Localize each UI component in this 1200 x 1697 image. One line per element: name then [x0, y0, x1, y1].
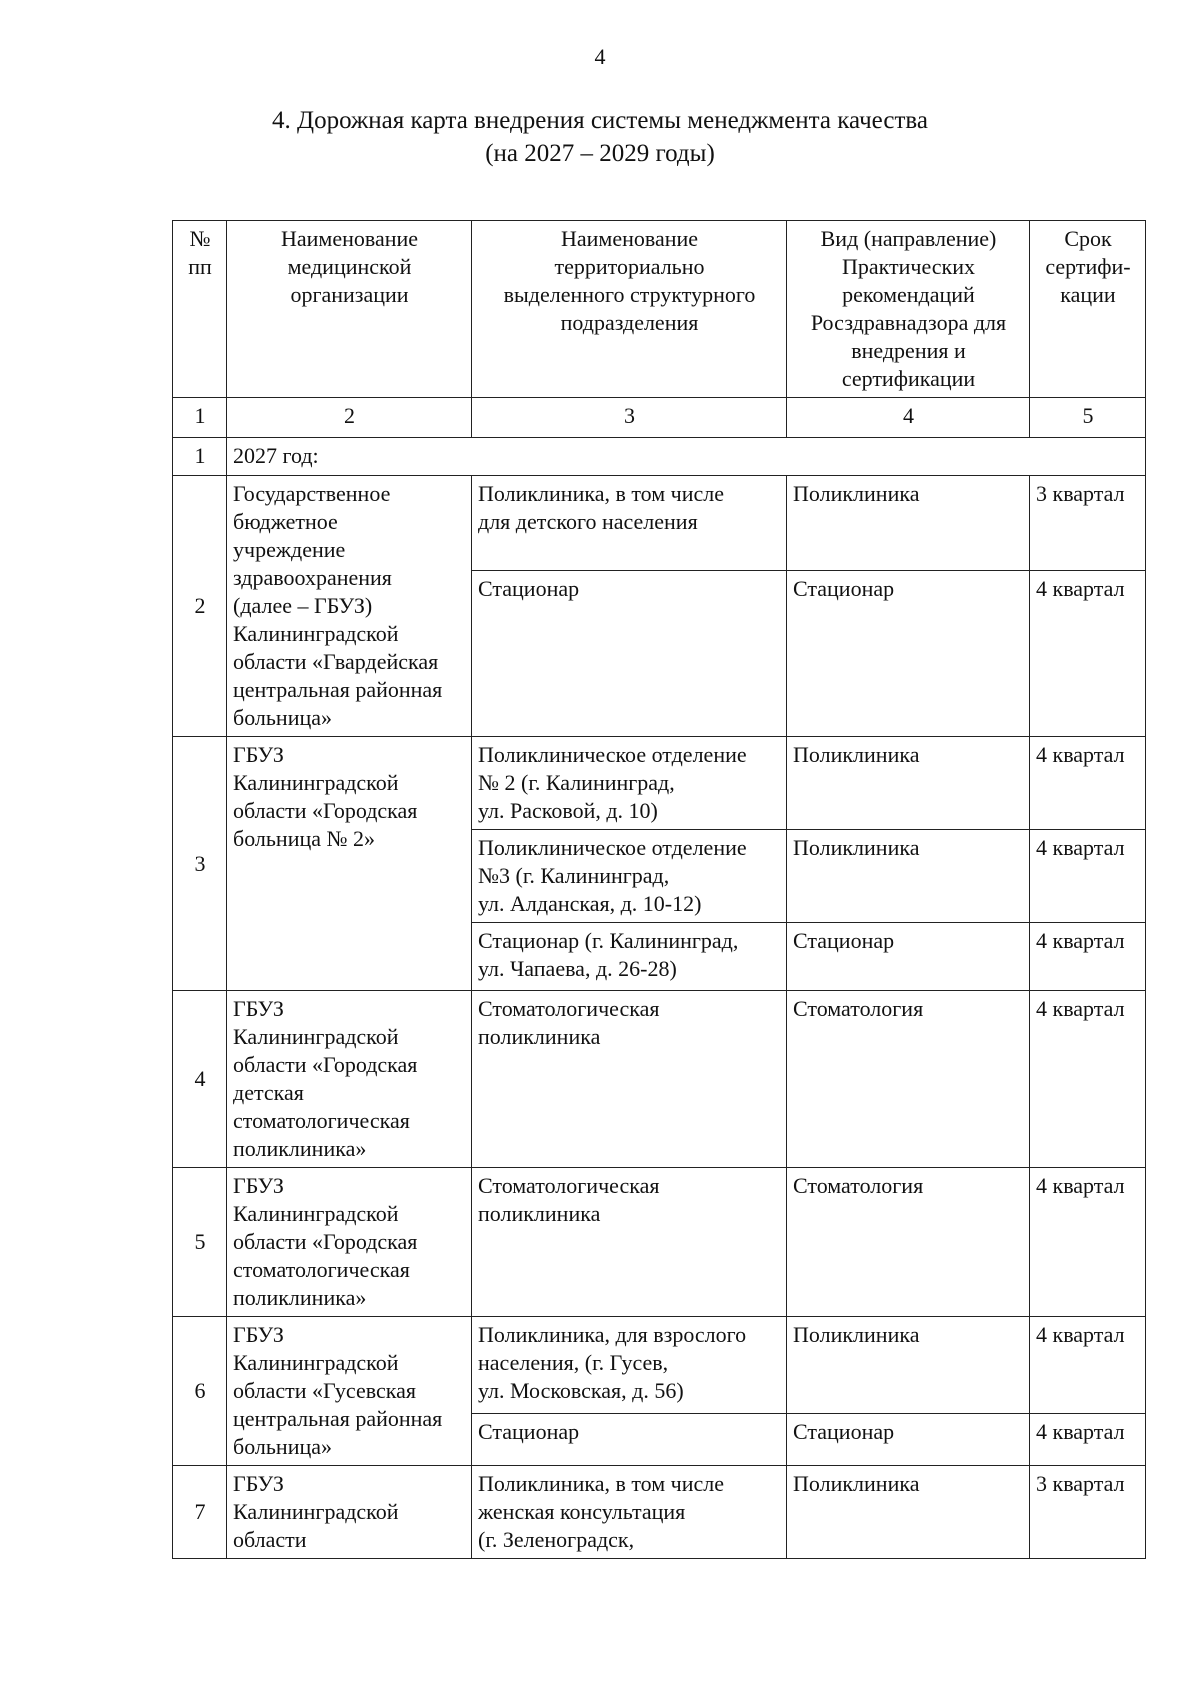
certification-term-text: 4 квартал	[1036, 835, 1125, 860]
header-direction	[787, 221, 1030, 398]
header-organization-text: организации	[290, 282, 409, 307]
column-number-text: 5	[1082, 403, 1094, 428]
table-row	[173, 476, 1146, 571]
subdivision-name	[472, 830, 787, 923]
subdivision-name	[472, 737, 787, 830]
row-number	[173, 1168, 227, 1317]
title-line-1: 4. Дорожная карта внедрения системы менеджмента качества	[272, 107, 928, 134]
organization-name	[227, 1168, 472, 1317]
direction	[787, 476, 1030, 571]
year-label-text: 2027 год:	[233, 443, 319, 468]
direction-text: Стоматология	[793, 1173, 924, 1198]
certification-term	[1030, 1413, 1146, 1465]
organization-name-text: поликлиника»	[233, 1285, 367, 1310]
organization-name-text: области	[233, 1527, 307, 1552]
subdivision-name-text: Поликлиника, в том числе	[478, 1471, 725, 1496]
header-direction-text: Вид (направление)	[820, 226, 997, 251]
organization-name-text: центральная районная	[233, 677, 443, 702]
header-organization-text: медицинской	[287, 254, 412, 279]
subdivision-name-text: Стоматологическая	[478, 996, 660, 1021]
page-title	[0, 104, 1200, 170]
row-number-text: 5	[194, 1229, 206, 1254]
row-number-text: 7	[194, 1499, 206, 1524]
certification-term-text: 4 квартал	[1036, 1322, 1125, 1347]
table-row	[173, 1466, 1146, 1559]
direction	[787, 991, 1030, 1168]
header-term-text: Срок	[1064, 226, 1112, 251]
certification-term	[1030, 1168, 1146, 1317]
header-direction-text: сертификации	[841, 366, 976, 391]
direction	[787, 1413, 1030, 1465]
column-number-text: 4	[903, 403, 914, 428]
column-number	[1030, 398, 1146, 438]
organization-name-text: Калининградской	[233, 1499, 399, 1524]
row-number	[173, 991, 227, 1168]
header-direction-text: внедрения и	[851, 338, 966, 363]
header-subdivision-text: подразделения	[560, 310, 699, 335]
direction-text: Поликлиника	[793, 1322, 920, 1347]
certification-term	[1030, 1466, 1146, 1559]
header-subdivision	[472, 221, 787, 398]
column-number	[787, 398, 1030, 438]
organization-name	[227, 1317, 472, 1466]
title-line-2: (на 2027 – 2029 годы)	[485, 140, 715, 167]
row-number-text: 6	[194, 1378, 206, 1403]
header-term-text: кации	[1060, 282, 1116, 307]
organization-name-text: поликлиника»	[233, 1136, 367, 1161]
direction-text: Поликлиника	[793, 1471, 920, 1496]
table-row	[173, 737, 1146, 830]
organization-name-text: здравоохранения	[233, 565, 392, 590]
organization-name-text: области «Гусевская	[233, 1378, 416, 1403]
header-organization	[227, 221, 472, 398]
direction	[787, 1168, 1030, 1317]
subdivision-name	[472, 991, 787, 1168]
direction-text: Поликлиника	[793, 481, 920, 506]
certification-term	[1030, 1317, 1146, 1414]
header-direction-text: Росздравнадзора для	[810, 310, 1007, 335]
organization-name	[227, 1466, 472, 1559]
header-direction-text: рекомендаций	[842, 282, 975, 307]
organization-name-text: стоматологическая	[233, 1108, 410, 1133]
organization-name-text: области «Городская	[233, 798, 418, 823]
certification-term	[1030, 571, 1146, 737]
direction	[787, 1466, 1030, 1559]
certification-term-text: 4 квартал	[1036, 1418, 1125, 1444]
row-number-text: 4	[194, 1066, 206, 1091]
year-label	[227, 438, 1146, 476]
header-subdivision-text: территориально	[554, 254, 705, 279]
certification-term	[1030, 923, 1146, 991]
header-subdivision-text: Наименование	[560, 226, 699, 251]
subdivision-name-text: Стоматологическая	[478, 1173, 660, 1198]
certification-term-text: 3 квартал	[1036, 481, 1125, 506]
year-row-number	[173, 438, 227, 476]
organization-name-text: области «Городская	[233, 1229, 418, 1254]
subdivision-name-text: № 2 (г. Калининград,	[478, 770, 675, 795]
direction	[787, 830, 1030, 923]
subdivision-name-text: Стационар	[478, 1418, 580, 1444]
organization-name-text: (далее – ГБУЗ)	[233, 593, 373, 618]
direction	[787, 923, 1030, 991]
subdivision-name	[472, 923, 787, 991]
row-number	[173, 737, 227, 991]
header-term	[1030, 221, 1146, 398]
subdivision-name-text: Поликлиническое отделение	[478, 835, 747, 860]
table-row	[173, 1317, 1146, 1414]
row-number	[173, 1466, 227, 1559]
column-number-row	[173, 398, 1146, 438]
organization-name-text: ГБУЗ	[233, 1173, 284, 1198]
certification-term	[1030, 476, 1146, 571]
header-term-text: сертифи-	[1045, 254, 1131, 279]
direction-text: Поликлиника	[793, 835, 920, 860]
subdivision-name-text: населения, (г. Гусев,	[478, 1350, 669, 1375]
subdivision-name-text: поликлиника	[478, 1201, 601, 1226]
subdivision-name-text: женская консультация	[478, 1499, 686, 1524]
direction-text: Стоматология	[793, 996, 924, 1021]
subdivision-name-text: ул. Московская, д. 56)	[478, 1378, 684, 1403]
organization-name-text: стоматологическая	[233, 1257, 410, 1282]
organization-name-text: Калининградской	[233, 770, 399, 795]
header-number	[173, 221, 227, 398]
direction-text: Стационар	[793, 1418, 895, 1444]
subdivision-name-text: ул. Расковой, д. 10)	[478, 798, 658, 823]
subdivision-name	[472, 571, 787, 737]
subdivision-name	[472, 1466, 787, 1559]
certification-term	[1030, 991, 1146, 1168]
roadmap-table	[172, 220, 1146, 1559]
year-row	[173, 438, 1146, 476]
direction-text: Поликлиника	[793, 742, 920, 767]
direction-text: Стационар	[793, 576, 895, 602]
organization-name	[227, 737, 472, 991]
organization-name-text: бюджетное	[233, 509, 338, 534]
certification-term-text: 4 квартал	[1036, 928, 1125, 953]
column-number	[227, 398, 472, 438]
table-header-row	[173, 221, 1146, 398]
subdivision-name-text: Поликлиника, для взрослого	[478, 1322, 747, 1347]
certification-term-text: 3 квартал	[1036, 1471, 1125, 1496]
certification-term-text: 4 квартал	[1036, 742, 1125, 767]
subdivision-name-text: ул. Чапаева, д. 26-28)	[478, 956, 677, 981]
direction	[787, 1317, 1030, 1414]
subdivision-name	[472, 1168, 787, 1317]
header-number-text: №	[189, 226, 211, 251]
organization-name-text: больница № 2»	[233, 826, 375, 851]
direction	[787, 571, 1030, 737]
header-organization-text: Наименование	[280, 226, 419, 251]
certification-term	[1030, 737, 1146, 830]
organization-name-text: ГБУЗ	[233, 1471, 284, 1496]
organization-name-text: Калининградской	[233, 1024, 399, 1049]
certification-term-text: 4 квартал	[1036, 996, 1125, 1021]
subdivision-name	[472, 476, 787, 571]
column-number	[173, 398, 227, 438]
certification-term-text: 4 квартал	[1036, 576, 1125, 602]
organization-name	[227, 476, 472, 737]
organization-name-text: учреждение	[233, 537, 346, 562]
organization-name-text: Калининградской	[233, 1350, 399, 1375]
table-row	[173, 1168, 1146, 1317]
direction	[787, 737, 1030, 830]
organization-name-text: ГБУЗ	[233, 996, 284, 1021]
organization-name	[227, 991, 472, 1168]
subdivision-name-text: поликлиника	[478, 1024, 601, 1049]
certification-term	[1030, 830, 1146, 923]
column-number-text: 1	[194, 403, 206, 428]
organization-name-text: Калининградской	[233, 621, 399, 646]
subdivision-name-text: (г. Зеленоградск,	[478, 1527, 635, 1552]
row-number	[173, 1317, 227, 1466]
organization-name-text: ГБУЗ	[233, 742, 284, 767]
organization-name-text: области «Гвардейская	[233, 649, 439, 674]
subdivision-name-text: Стационар	[478, 576, 580, 602]
subdivision-name-text: Поликлиника, в том числе	[478, 481, 725, 506]
page-number: 4	[594, 44, 606, 69]
subdivision-name-text: ул. Алданская, д. 10-12)	[478, 891, 702, 916]
organization-name-text: Калининградской	[233, 1201, 399, 1226]
year-row-number-text: 1	[194, 443, 206, 468]
organization-name-text: ГБУЗ	[233, 1322, 284, 1347]
subdivision-name-text: Поликлиническое отделение	[478, 742, 747, 767]
subdivision-name-text: для детского населения	[478, 509, 698, 534]
subdivision-name	[472, 1413, 787, 1465]
header-subdivision-text: выделенного структурного	[503, 282, 756, 307]
organization-name-text: Государственное	[233, 481, 391, 506]
organization-name-text: области «Городская	[233, 1052, 418, 1077]
row-number	[173, 476, 227, 737]
header-number-text: пп	[188, 254, 212, 279]
organization-name-text: детская	[233, 1080, 304, 1105]
subdivision-name-text: Стационар (г. Калининград,	[478, 928, 739, 953]
column-number-text: 3	[624, 403, 635, 428]
organization-name-text: больница»	[233, 705, 332, 730]
column-number-text: 2	[344, 403, 355, 428]
organization-name-text: центральная районная	[233, 1406, 443, 1431]
header-direction-text: Практических	[841, 254, 976, 279]
certification-term-text: 4 квартал	[1036, 1173, 1125, 1198]
subdivision-name-text: №3 (г. Калининград,	[478, 863, 670, 888]
row-number-text: 3	[194, 850, 206, 876]
direction-text: Стационар	[793, 928, 895, 953]
table-row	[173, 991, 1146, 1168]
column-number	[472, 398, 787, 438]
subdivision-name	[472, 1317, 787, 1414]
row-number-text: 2	[194, 593, 206, 618]
organization-name-text: больница»	[233, 1434, 332, 1459]
